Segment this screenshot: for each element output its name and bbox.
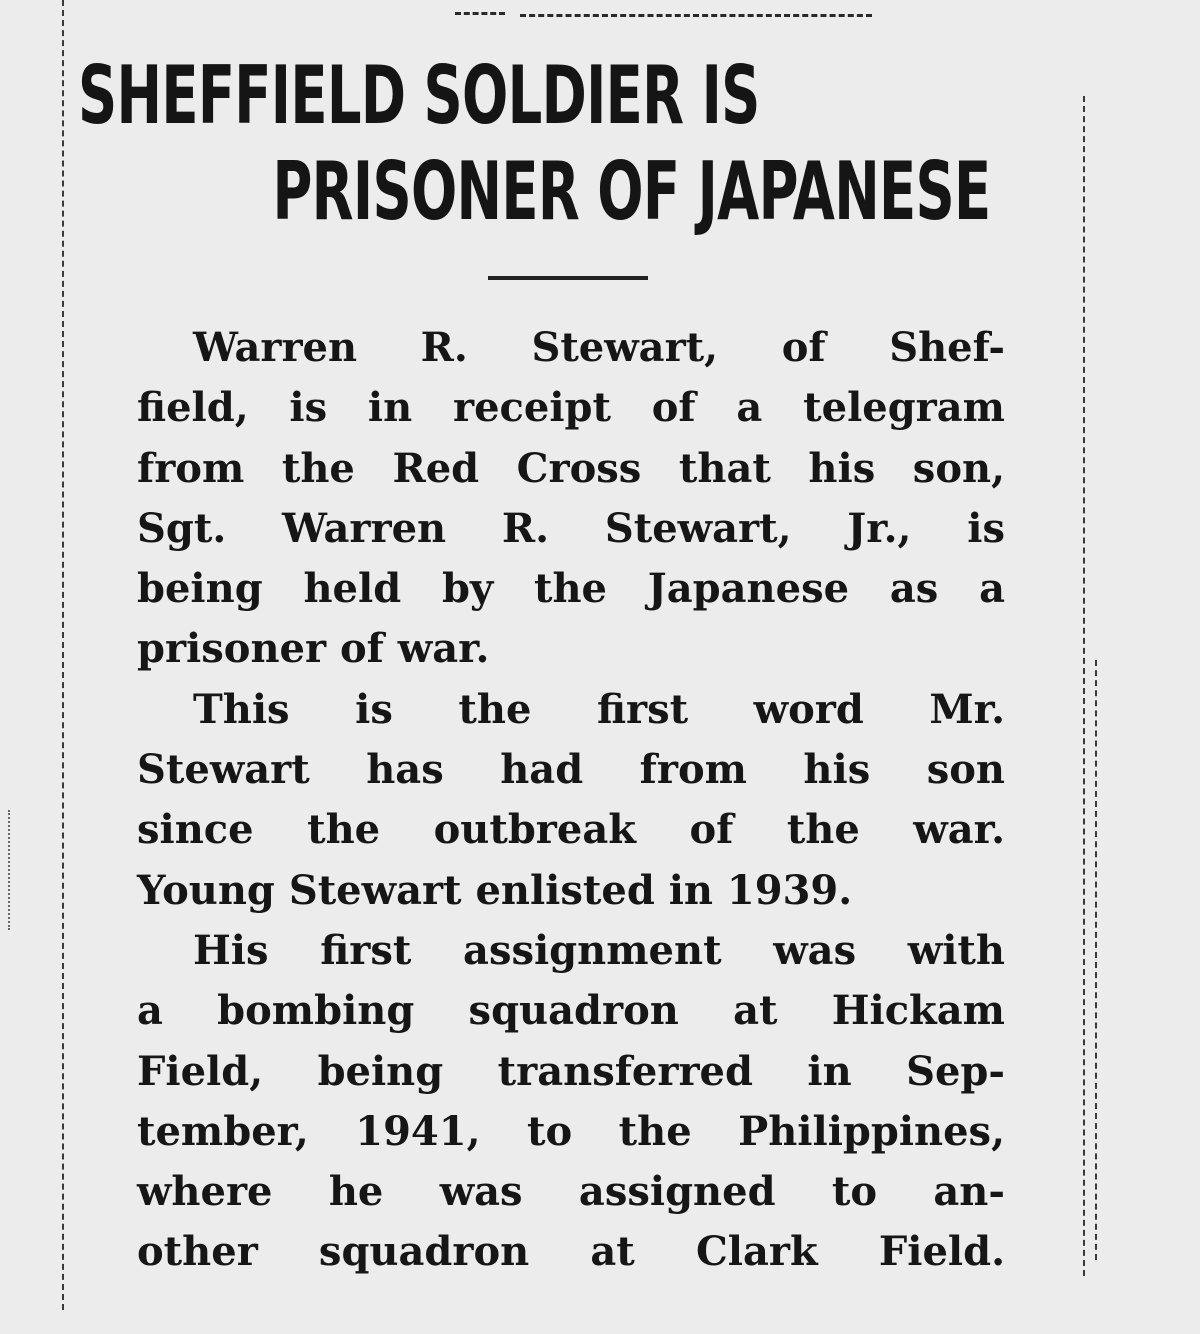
paragraph-2	[137, 680, 1005, 921]
headline-divider	[488, 276, 648, 280]
headline	[78, 48, 991, 240]
right-edge-rule	[1095, 660, 1097, 1260]
article-line: This is the first word Mr.	[193, 685, 1005, 733]
article-line: where he was assigned to an-	[137, 1168, 1005, 1216]
article-line: since the outbreak of the war.	[137, 806, 1005, 854]
article-line: Sgt. Warren R. Stewart, Jr., is	[137, 504, 1005, 552]
article-line: Young Stewart enlisted in 1939.	[137, 866, 853, 914]
article-line: Field, being transferred in Sep-	[137, 1047, 1005, 1095]
headline-line-1: SHEFFIELD SOLDIER IS	[78, 49, 760, 142]
article-line: Warren R. Stewart, of Shef-	[193, 324, 1005, 371]
article-line: tember, 1941, to the Philippines,	[137, 1107, 1005, 1155]
top-rule-fragment	[455, 12, 505, 15]
scan-edge-marks	[8, 810, 10, 930]
top-rule	[520, 14, 872, 17]
article-line: other squadron at Clark Field.	[137, 1228, 1005, 1276]
article-line: being held by the Japanese as a	[137, 565, 1005, 613]
article-line: Stewart has had from his son	[137, 746, 1005, 794]
article-line: prisoner of war.	[137, 625, 490, 673]
article-line: a bombing squadron at Hickam	[137, 987, 1005, 1035]
article-line: field, is in receipt of a telegram	[137, 384, 1005, 432]
left-column-rule	[62, 0, 64, 1310]
headline-line-2: PRISONER OF JAPANESE	[272, 145, 991, 238]
right-column-rule	[1083, 96, 1085, 1276]
article-line: from the Red Cross that his son,	[137, 444, 1005, 492]
paragraph-3	[137, 921, 1005, 1283]
paragraph-1	[137, 318, 1005, 680]
article-body	[137, 318, 1005, 1283]
article-line: His first assignment was with	[193, 926, 1005, 974]
